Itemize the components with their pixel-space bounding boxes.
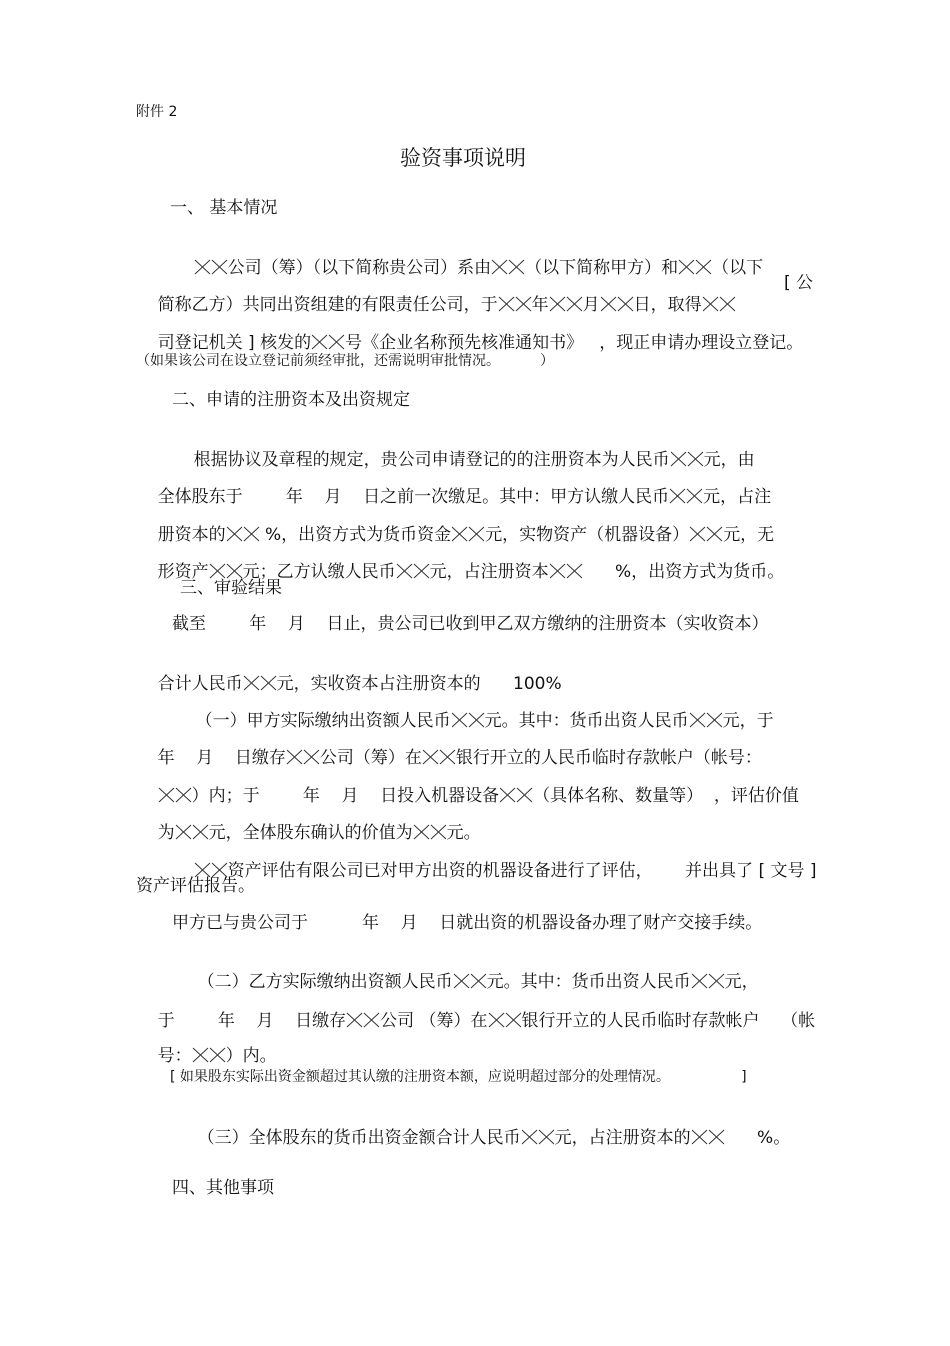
paragraph-line: 合计人民币 元，实收资本占注册资本的 100% xyxy=(157,674,562,694)
paragraph-line: 甲方已与贵公司于 年 月 日就出资的机器设备办理了财产交接手续。 xyxy=(172,913,763,933)
note-approval: （如果该公司在设立登记前须经审批，还需说明审批情况。 ） xyxy=(136,353,555,369)
placeholder-mark xyxy=(396,563,430,579)
paragraph-line: 资产评估报告。 xyxy=(136,876,255,896)
paragraph-line: 根据协议及章程的规定，贵公司申请登记的的注册资本为人民币 元，由 xyxy=(193,450,755,470)
placeholder-mark xyxy=(691,1129,725,1145)
paragraph-line: 司登记机关 ] 核发的 号《企业名称预先核准通知书》 ，现正申请办理设立登记。 xyxy=(157,333,804,353)
paragraph-line: 为 元，全体股东确认的价值为 元。 xyxy=(157,823,481,843)
placeholder-mark xyxy=(549,563,583,579)
placeholder-mark xyxy=(521,1129,555,1145)
paragraph-line: （一）甲方实际缴纳出资额人民币 元。其中：货币出资人民币 元，于 xyxy=(195,711,774,731)
placeholder-mark xyxy=(691,973,725,989)
placeholder-mark xyxy=(192,1047,226,1063)
placeholder-mark xyxy=(311,334,345,350)
paragraph-line: 于 年 月 日缴存 公司 （筹）在 银行开立的人民币临时存款帐户 （帐 xyxy=(157,1011,816,1031)
paragraph-line: 公司（筹）（以下简称贵公司）系由 （以下简称甲方）和 （以下 xyxy=(172,235,763,301)
paragraph-line: 形资产 元；乙方认缴人民币 元，占注册资本 %，出资方式为货币。 xyxy=(157,562,785,582)
section-heading-capital: 二、申请的注册资本及出资规定 xyxy=(172,390,410,410)
paragraph-line: 全体股东于 年 月 日之前一次缴足。其中：甲方认缴人民币 元，占注 xyxy=(157,487,772,507)
paragraph-line: 号： ）内。 xyxy=(157,1046,277,1066)
placeholder-mark xyxy=(499,787,533,803)
paragraph-line: 年 月 日缴存 公司（筹）在 银行开立的人民币临时存款帐户（帐号： xyxy=(157,748,762,768)
placeholder-mark xyxy=(453,973,487,989)
section-heading-other: 四、其他事项 xyxy=(172,1178,274,1198)
section-heading-results: 三、审验结果 xyxy=(180,578,282,598)
attachment-label: 附件 2 xyxy=(136,104,178,120)
note-excess-capital: [ 如果股东实际出资金额超过其认缴的注册资本额，应说明超过部分的处理情况。 ] xyxy=(170,1069,747,1085)
paragraph-line: （二）乙方实际缴纳出资额人民币 元。其中：货币出资人民币 元， xyxy=(197,972,759,992)
paragraph-line: （三）全体股东的货币出资金额合计人民币 元，占注册资本的 %。 xyxy=(197,1128,791,1148)
paragraph-line: 册资本的 %，出资方式为货币资金 元，实物资产（机器设备） 元，无 xyxy=(157,525,775,545)
paragraph-line: 资产评估有限公司已对甲方出资的机器设备进行了评估， 并出具了 [ 文号 ] xyxy=(172,838,817,904)
placeholder-mark xyxy=(488,1012,522,1028)
paragraph-line: 截至 年 月 日止，贵公司已收到甲乙双方缴纳的注册资本（实收资本） xyxy=(172,614,769,634)
paragraph-line: 简称乙方）共同出资组建的有限责任公司，于 年 月 日，取得 xyxy=(136,272,736,338)
section-heading-basic-info: 一、 基本情况 xyxy=(170,198,278,218)
paragraph-line-end: [ 公 xyxy=(784,273,814,293)
placeholder-mark xyxy=(346,1012,380,1028)
paragraph-line: ）内；于 年 月 日投入机器设备 （具体名称、数量等） ，评估价值 xyxy=(136,763,799,829)
document-title: 验资事项说明 xyxy=(400,146,526,170)
